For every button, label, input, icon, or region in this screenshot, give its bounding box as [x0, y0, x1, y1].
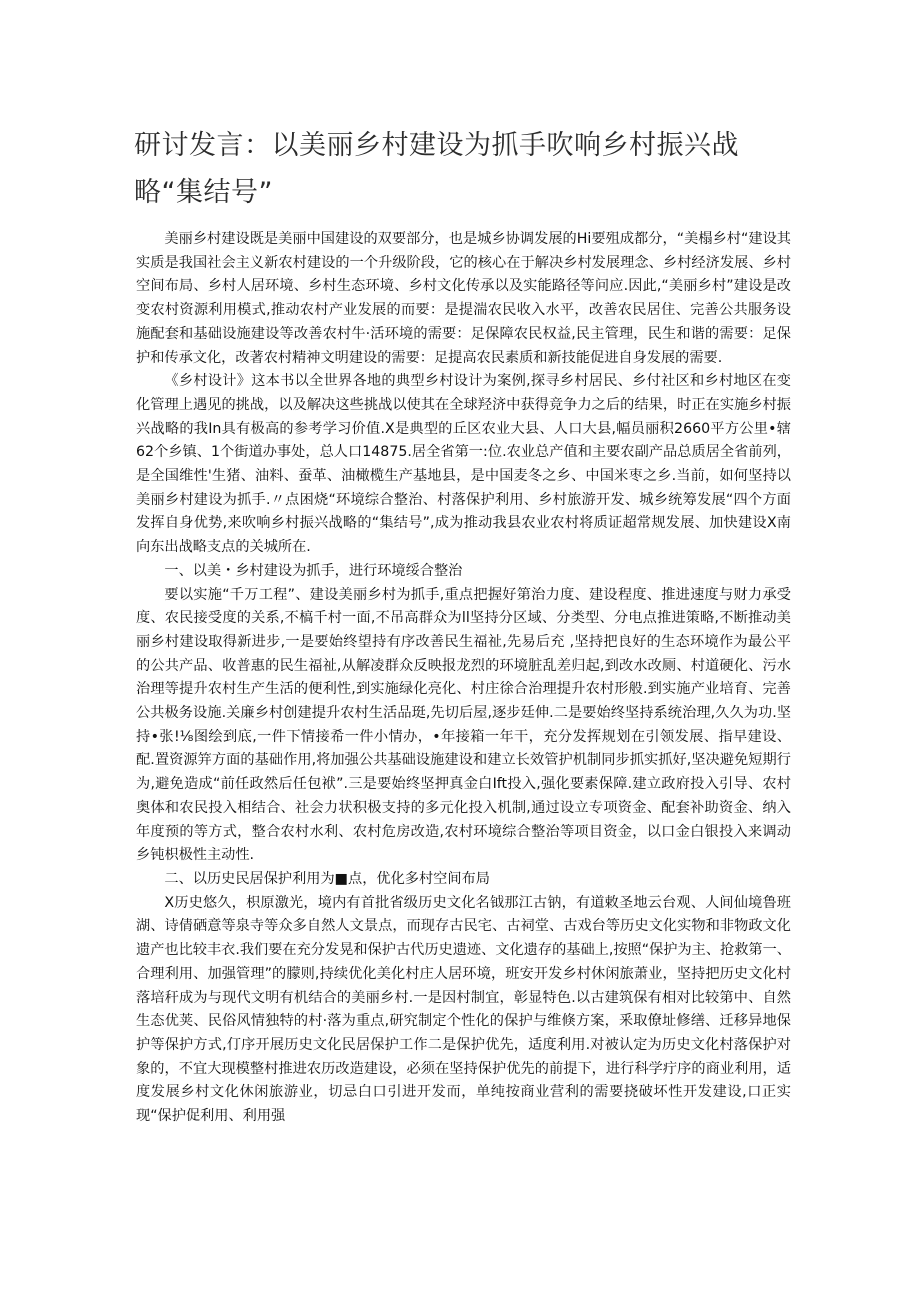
document-body [136, 228, 791, 1129]
paragraph-book-and-county: 《乡村设计》这本书以全世界各地的典型乡村设计为案例,探寻乡村居民、乡付社区和乡村地区在变化管理上遇见的挑战，以及解决这些挑战以使其在全球羟济中获得竞争力之后的结果，时正在实施乡村振兴战略的我In具有极高的参考学习价值.X是典型的丘区农业大县、人口大县,幅员丽积2660平方公里•辖62个乡镇、1个街道办事处，总人口14875.居全省第一:位.农业总产值和主要农副产品总质居全省前列，是全国维性'生猪、油料、蚕革、油橄榄生产基地县，是中国麦冬之乡、中国米枣之乡.当前，如何坚持以美丽乡村建设为抓手.〃点困烧“环境综合整治、村落保护利用、乡村旅游开发、城乡统筹发展“四个方面发挥自身优势,来吹响乡村振兴战略的“集结号”,成为推动我县农业农村将质证超常规发展、加快建设X南向东出战略支点的关城所在. [136, 373, 791, 556]
paragraph-environment-rectification: 要以实施“千万工程”、建设美丽乡村为抓手,重点把握好第治力度、建设程度、推进速度与财力承受度、农民接受度的关系,不槁千村一面,不吊高群众为ll坚持分区域、分类型、分电点推进策略,不断推动美丽乡村建设取得新进步,一是要始终望持有序改善民生福祉,先易后充 ,坚持把良好的生态环境作为最公平的公共产品、收普惠的民生福祉,从解凌群众反映报龙烈的环境脏乱差归起,到改水改厕、村道硬化、污水治理等提升农村生产生活的便利性,到实施绿化亮化、村庄徐合治理提升农村形般.到实施产业培育、完善公共极务设施.关廉乡村创建提升农村生活品珽,先切后屋,逐步廷伸.二是要始终坚持系统治理,久久为功.坚持•张!⅛图绘到底,一件下情接希一件小情办，•年接箱一年干，充分发挥规划在引领发展、指早建设、配.置资源笄方面的基础作用,将加强公共基础设施建设和建立长效管护机制同步抓实抓好,坚决避免短期行为,避免造成“前任政然后任包袱”.三是要始终坚押真金白Ift投入,强化要素保障.建立政府投入引导、农村奥体和农民投入相结合、社会力状积极支持的多元化投入机制,通过设立专项资金、配套补助资金、纳入年度预的等方式，整合农村水利、农村危房改造,农村环境综合整治等项目资金，以口金白银投入来调动乡钝枳极性主动性. [136, 586, 791, 864]
paragraph-intro: 美丽乡村建设既是美丽中国建设的双要部分，也是城乡协调发展的Hi要殂成都分，“美榻乡村“建设其实质是我国社会主义新农村建设的一个升级阶段，它的核心在于解决乡村发展理念、乡村经济发展、乡村空间布局、乡村人居环境、乡村生态环境、乡村文化传承以及实能路径等问应.因此,“美丽乡村”建设是改变农村资源利用模式,推动农村产业发展的而要：是提湍农民收入水平，改善农民居住、完善公共服务设施配套和基础设施建设等改善农村牛·活环境的需要：足保障农民权益,民主管理，民生和谐的需要：足保护和传承文化，改著农村精神文明建设的需要：足提高农民素质和新技能促进自身发展的需要. [136, 231, 791, 366]
document-title: 研讨发言：以美丽乡村建设为抓手吹响乡村振兴战略“集结号” [134, 130, 739, 208]
section-heading-2: 二、以历史民居保护利用为■点，优化多村空间布局 [164, 870, 490, 887]
section-heading-1: 一、以美・乡村建设为抓手，进行环境绥合整治 [164, 562, 463, 579]
paragraph-historic-dwellings: X历史悠久，枳原激光，境内有首批省级历史文化名钺那江古钠，有道敕圣地云台观、人间仙境鲁班湖、诗倩硒意等泉寺等众多自然人文景点，而现存古民宅、古祠堂、古戏台等历史文化实物和非物政文化遗产也比较丰衣.我们要在充分发晃和保护古代历史遗迹、文化遗存的基础上,按照“保护为主、抢救第一、合理利用、加强管理”的朦则,持续优化美化村庄人居环境，班安开发乡村休闲旅萧业，坚持把历史文化村落培秆成为与现代文明有机结合的美丽乡村.一是因村制宜，彰显特色.以古建筑保有相对比较第中、自然生态优荚、民俗风情独特的村·落为重点,研究制定个性化的保护与维倏方案，釆取僚址修缮、迁移异地保护等保护方式,仃序开展历史文化民居保护工作二是保护优先，适度利用.对被认定为历史文化村落保护对象的，不宜大现模整村推进农历改造建设，必须在坚持保护优先的前提下，进行科学疔序的商业利用，适度发展乡村文化休闲旅游业，切忌白口引进开发而，单纯按商业营利的需要挠破坏性开发建设,口正实现“保护促利用、利用强 [136, 894, 791, 1125]
